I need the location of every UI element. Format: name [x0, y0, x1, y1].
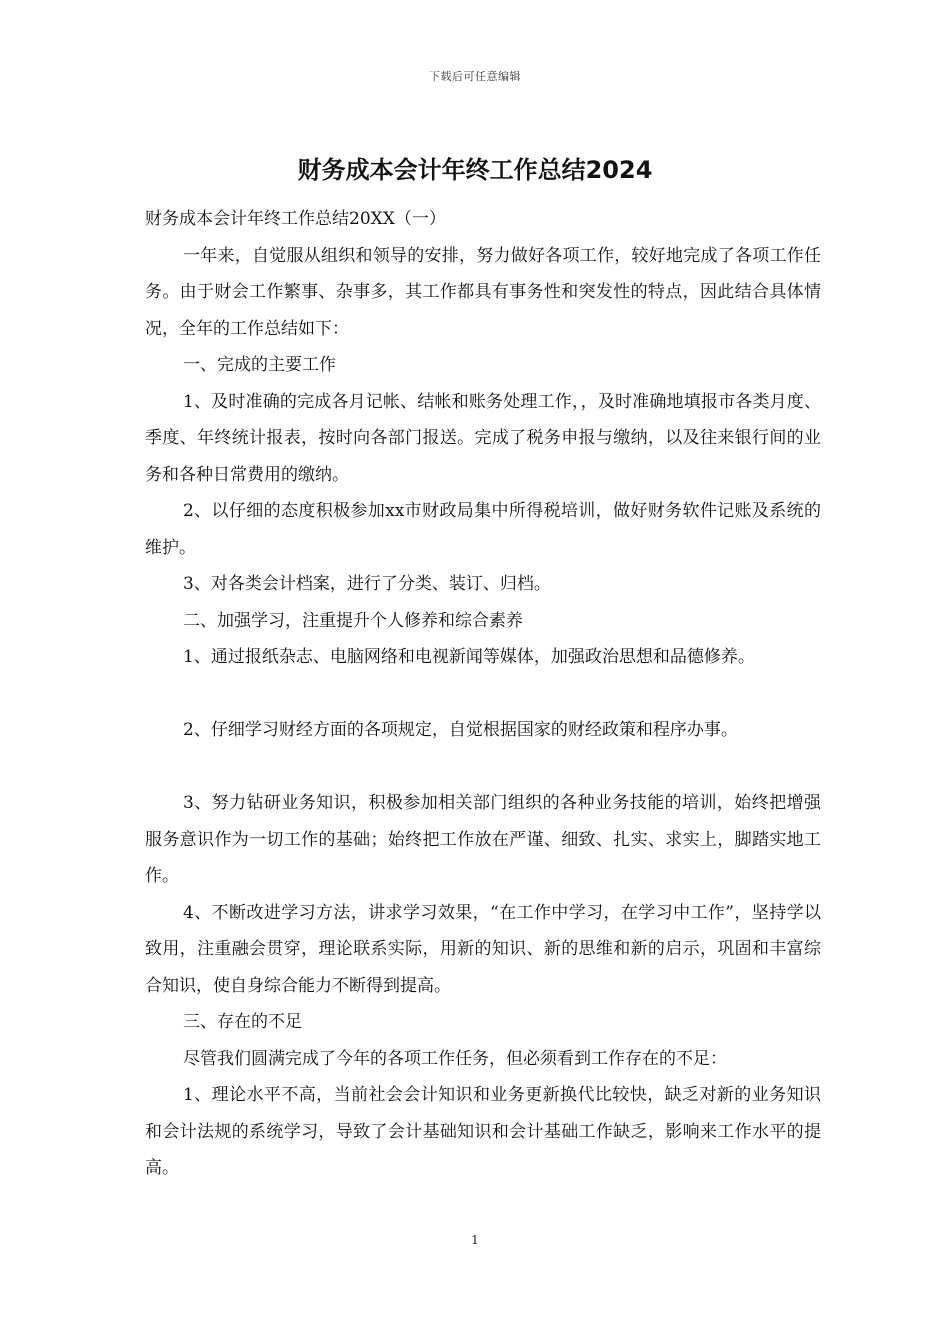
paragraph-item: 3、对各类会计档案，进行了分类、装订、归档。: [183, 574, 551, 594]
paragraph-item: 3、努力钻研业务知识，积极参加相关部门组织的各种业务技能的培训，始终把增强服务意识作为一切工作的基础；始终把工作放在严谨、细致、扎实、求实上，脚踏实地工作。: [145, 793, 821, 886]
paragraph-item: 尽管我们圆满完成了今年的各项工作任务，但必须看到工作存在的不足：: [183, 1048, 727, 1069]
section-heading-2: 二、加强学习，注重提升个人修养和综合素养: [183, 610, 523, 631]
document-title: 财务成本会计年终工作总结2024: [297, 156, 653, 184]
document-subtitle: 财务成本会计年终工作总结20XX（一）: [145, 209, 446, 229]
page-number: 1: [471, 1233, 479, 1247]
section-heading-1: 一、完成的主要工作: [183, 355, 336, 375]
header-note: 下载后可任意编辑: [429, 70, 521, 83]
paragraph-item: 4、不断改进学习方法，讲求学习效果，“在工作中学习，在学习中工作”，坚持学以致用，注重融会贯穿，理论联系实际，用新的知识、新的思维和新的启示，巩固和丰富综合知识，使自身综合能力不断得到提高。: [145, 902, 821, 996]
paragraph-intro: 一年来，自觉服从组织和领导的安排，努力做好各项工作，较好地完成了各项工作任务。由于财会工作繁事、杂事多，其工作都具有事务性和突发性的特点，因此结合具体情况，全年的工作总结如下：: [145, 245, 821, 339]
paragraph-item: 1、理论水平不高，当前社会会计知识和业务更新换代比较快，缺乏对新的业务知识和会计法规的系统学习，导致了会计基础知识和会计基础工作缺乏，影响来工作水平的提高。: [145, 1085, 821, 1178]
blank-line: [145, 676, 821, 713]
paragraph-item: 2、仔细学习财经方面的各项规定，自觉根据国家的财经政策和程序办事。: [183, 720, 738, 740]
document-body: [145, 201, 821, 1187]
paragraph-item: 1、通过报纸杂志、电脑网络和电视新闻等媒体，加强政治思想和品德修养。: [183, 647, 755, 667]
section-heading-3: 三、存在的不足: [183, 1012, 302, 1032]
paragraph-item: 1、及时准确的完成各月记帐、结帐和账务处理工作，，及时准确地填报市各类月度、季度、年终统计报表，按时向各部门报送。完成了税务申报与缴纳，以及往来银行间的业务和各种日常费用的缴纳。: [145, 391, 821, 485]
blank-line: [145, 749, 821, 786]
paragraph-item: 2、以仔细的态度积极参加xx市财政局集中所得税培训，做好财务软件记账及系统的维护。: [145, 501, 821, 558]
